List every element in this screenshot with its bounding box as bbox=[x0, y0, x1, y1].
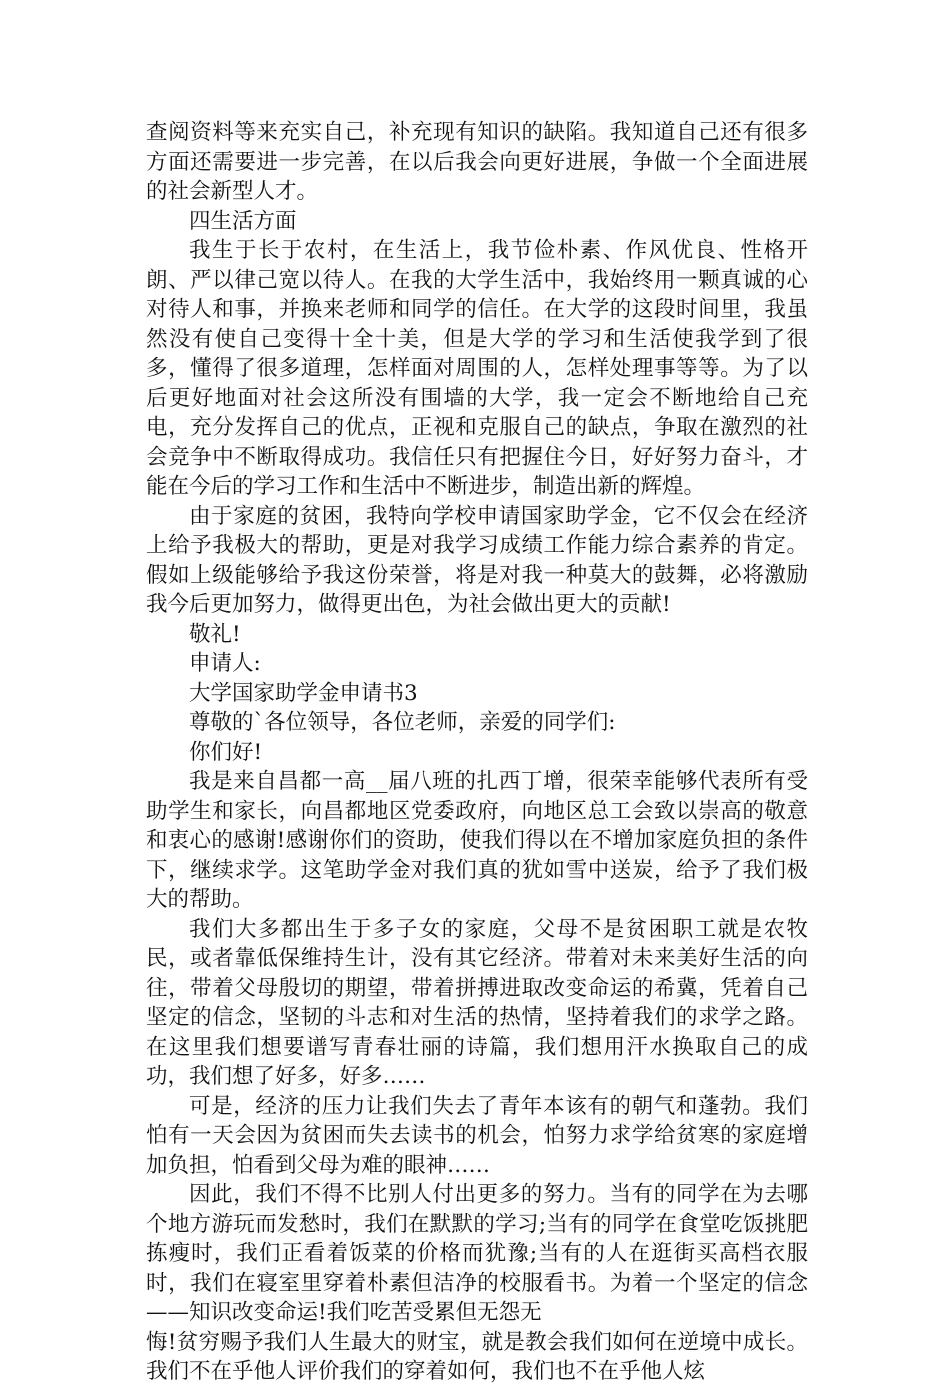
salutation-closing: 敬礼! bbox=[189, 621, 241, 647]
document-body bbox=[146, 118, 808, 1387]
greeting-addressees: 尊敬的`各位领导，各位老师，亲爱的同学们: bbox=[189, 710, 616, 735]
paragraph-life: 我生于长于农村，在生活上，我节俭朴素、作风优良、性格开朗、严以律己宽以待人。在我的大学生活中，我始终用一颗真诚的心对待人和事，并换来老师和同学的信任。在大学的这段时间里，我虽然没有使自己变得十全十美，但是大学的学习和生活使我学到了很多，懂得了很多道理，怎样面对周围的人，怎样处理事等等。为了以后更好地面对社会这所没有围墙的大学，我一定会不断地给自己充电，充分发挥自己的优点，正视和克服自己的缺点，争取在激烈的社会竞争中不断取得成功。我信任只有把握住今日，好好努力奋斗，才能在今后的学习工作和生活中不断进步，制造出新的辉煌。 bbox=[146, 238, 808, 499]
applicant-signature-line: 申请人: bbox=[189, 651, 261, 676]
greeting-hello: 你们好! bbox=[189, 739, 263, 765]
paragraph-effort: 因此，我们不得不比别人付出更多的努力。当有的同学在为去哪个地方游玩而发愁时，我们在默默的学习;当有的同学在食堂吃饭挑肥拣瘦时，我们正看着饭菜的价格而犹豫;当有的人在逛街买高档衣服时，我们在寝室里穿着朴素但洁净的校服看书。为着一个坚定的信念——知识改变命运!我们吃苦受累但无怨无 bbox=[146, 1182, 808, 1325]
paragraph-introduction: 我是来自昌都一高__届八班的扎西丁增，很荣幸能够代表所有受助学生和家长，向昌都地区党委政府，向地区总工会致以崇高的敬意和衷心的感谢!感谢你们的资助，使我们得以在不增加家庭负担的条件下，继续求学。这笔助学金对我们真的犹如雪中送炭，给予了我们极大的帮助。 bbox=[146, 769, 808, 912]
paragraph-growth: 悔!贫穷赐予我们人生最大的财宝，就是教会我们如何在逆境中成长。我们不在乎他人评价我们的穿着如何，我们也不在乎他人炫 bbox=[146, 1329, 808, 1384]
section-heading-life: 四生活方面 bbox=[189, 208, 297, 234]
paragraph-continuation: 查阅资料等来充实自己，补充现有知识的缺陷。我知道自己还有很多方面还需要进一步完善，在以后我会向更好进展，争做一个全面进展的社会新型人才。 bbox=[146, 120, 808, 204]
paragraph-background: 我们大多都出生于多子女的家庭，父母不是贫困职工就是农牧民，或者靠低保维持生计，没有其它经济。带着对未来美好生活的向往，带着父母殷切的期望，带着拼搏进取改变命运的希冀，凭着自己坚定的信念，坚韧的斗志和对生活的热情，坚持着我们的求学之路。在这里我们想要谱写青春壮丽的诗篇，我们想用汗水换取自己的成功，我们想了好多，好多…… bbox=[146, 916, 808, 1089]
paragraph-pressure: 可是，经济的压力让我们失去了青年本该有的朝气和蓬勃。我们怕有一天会因为贫困而失去读书的机会，怕努力求学给贫寒的家庭增加负担，怕看到父母为难的眼神…… bbox=[146, 1093, 808, 1178]
document-title: 大学国家助学金申请书3 bbox=[189, 680, 418, 706]
paragraph-application-reason: 由于家庭的贫困，我特向学校申请国家助学金，它不仅会在经济上给予我极大的帮助，更是对我学习成绩工作能力综合素养的肯定。假如上级能够给予我这份荣誉，将是对我一种莫大的鼓舞，必将激励我今后更加努力，做得更出色，为社会做出更大的贡献! bbox=[146, 503, 808, 617]
